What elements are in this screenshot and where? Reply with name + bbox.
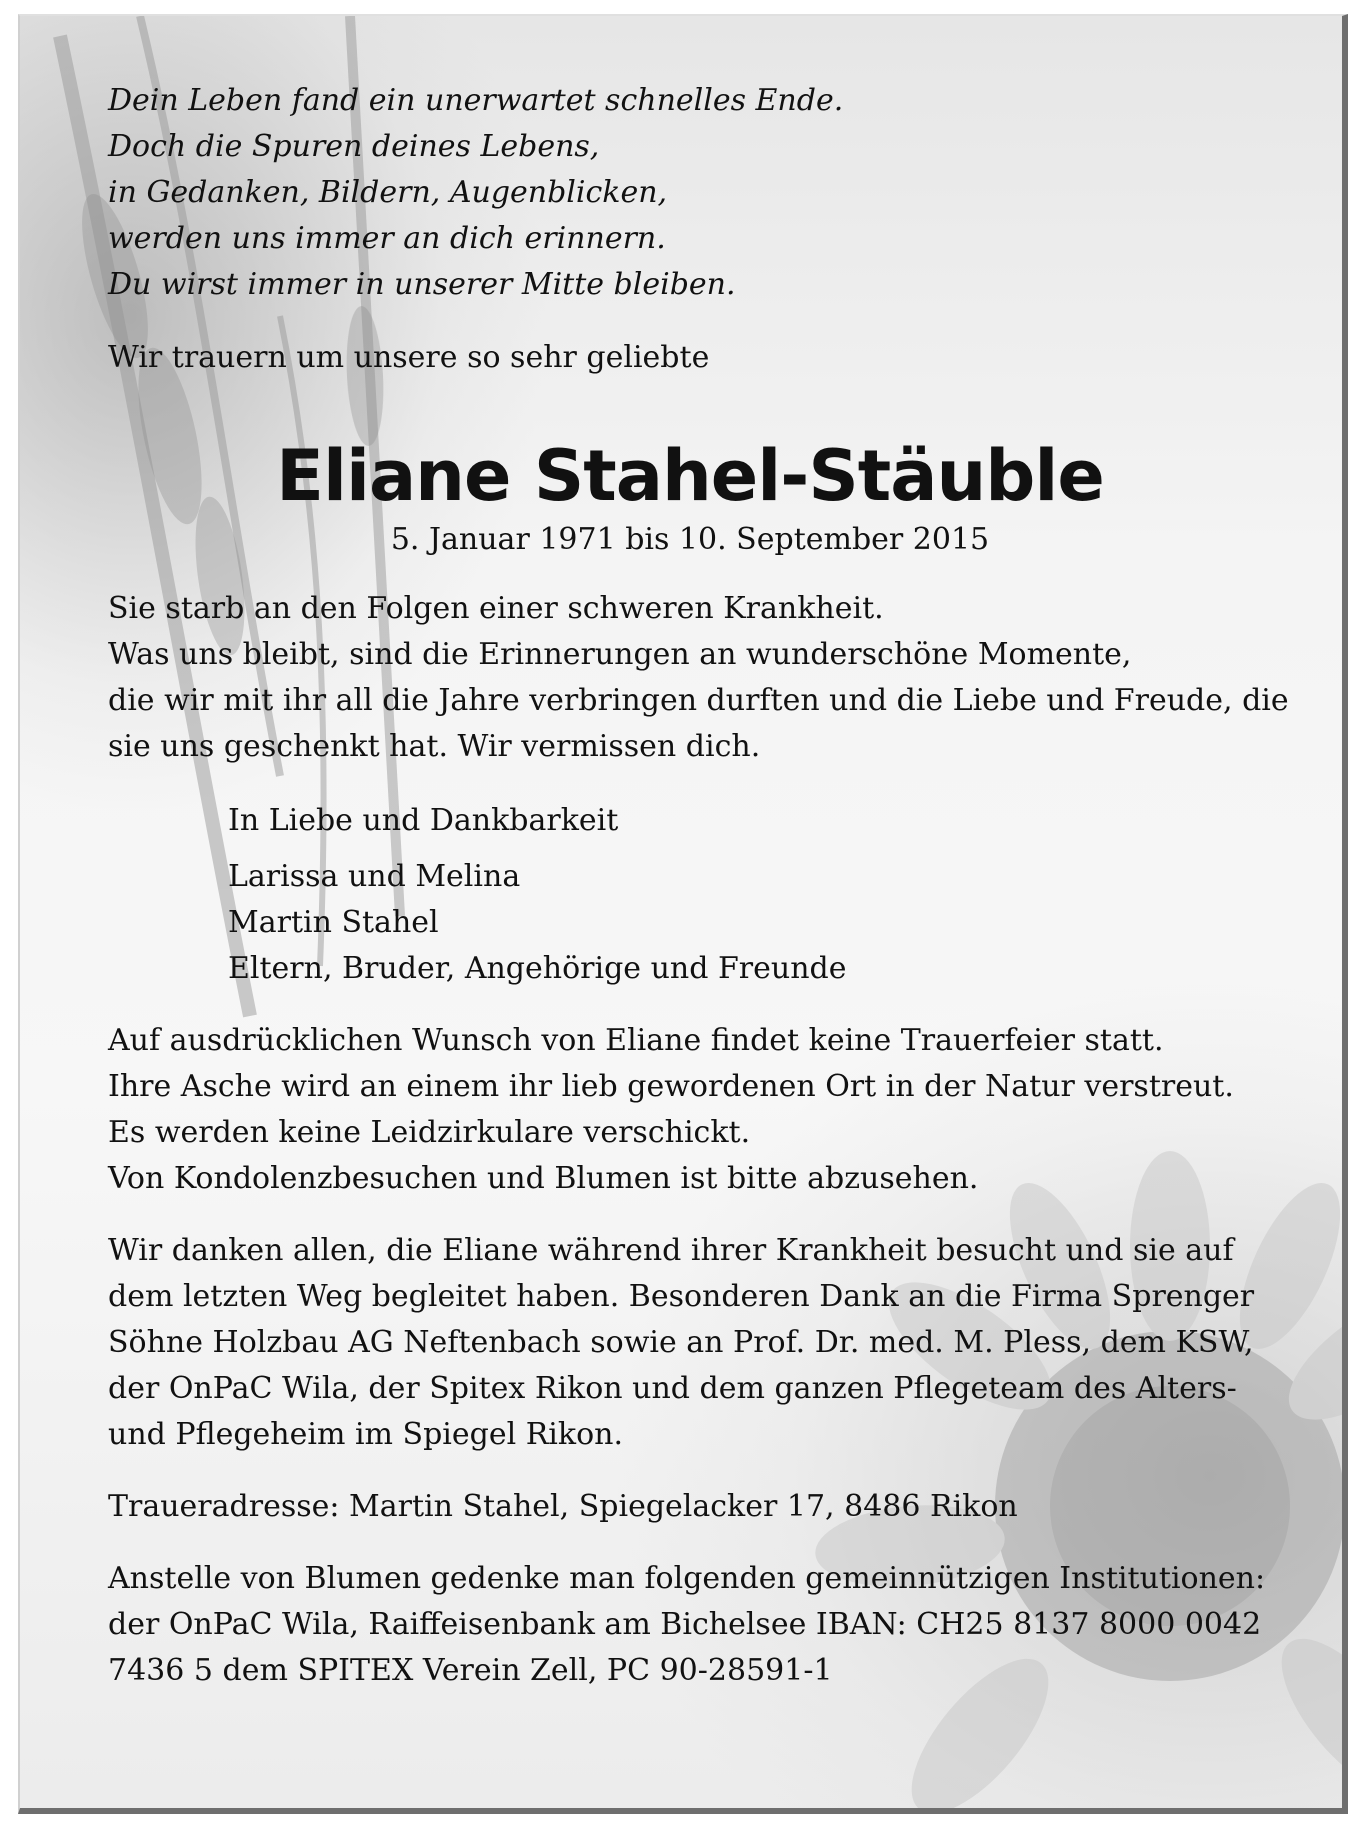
thanks-line: Wir danken allen, die Eliane während ihrer Krankheit besucht und sie auf — [108, 1233, 1234, 1268]
arrangements-line: Von Kondolenzbesuchen und Blumen ist bitte abzusehen. — [108, 1161, 979, 1196]
thanks-line: und Pflegeheim im Spiegel Rikon. — [108, 1417, 623, 1452]
signoff — [228, 798, 1288, 992]
thanks-line: Söhne Holzbau AG Neftenbach sowie an Prof. Dr. med. M. Pless, dem KSW, — [108, 1325, 1254, 1360]
arrangements-line: Auf ausdrücklichen Wunsch von Eliane findet keine Trauerfeier statt. — [108, 1023, 1164, 1058]
arrangements-line: Ihre Asche wird an einem ihr lieb gewordenen Ort in der Natur verstreut. — [108, 1069, 1234, 1104]
donations-line: Anstelle von Blumen gedenke man folgenden gemeinnützigen Institutionen: — [108, 1561, 1266, 1596]
donations-line: 7436 5 dem SPITEX Verein Zell, PC 90-28591-1 — [108, 1653, 833, 1688]
arrangements-line: Es werden keine Leidzirkulare verschickt. — [108, 1115, 751, 1150]
thanks-line: der OnPaC Wila, der Spitex Rikon und dem ganzen Pflegeteam des Alters- — [108, 1371, 1237, 1406]
memorial-poem — [108, 78, 1288, 308]
thanks-line: dem letzten Weg begleitet haben. Besonderen Dank an die Firma Sprenger — [108, 1279, 1255, 1314]
poem-line: Dein Leben fand ein unerwartet schnelles Ende. — [108, 83, 844, 118]
intro-line: Wir trauern um unsere so sehr geliebte — [108, 340, 710, 375]
poem-line: in Gedanken, Bildern, Augenblicken, — [108, 175, 668, 210]
obituary-text — [108, 78, 1288, 1694]
poem-line: Du wirst immer in unserer Mitte bleiben. — [108, 267, 736, 302]
mourning-address: Traueradresse: Martin Stahel, Spiegelacker 17, 8486 Rikon — [108, 1489, 1018, 1524]
donations-line: der OnPaC Wila, Raiffeisenbank am Bichelsee IBAN: CH25 8137 8000 0042 — [108, 1607, 1262, 1642]
donations-paragraph — [108, 1556, 1288, 1694]
message-line: Sie starb an den Folgen einer schweren Krankheit. — [108, 591, 884, 626]
closing-line: In Liebe und Dankbarkeit — [228, 803, 619, 838]
poem-line: werden uns immer an dich erinnern. — [108, 221, 666, 256]
poem-line: Doch die Spuren deines Lebens, — [108, 129, 600, 164]
mourner-line: Larissa und Melina — [228, 859, 521, 894]
thanks-paragraph — [108, 1228, 1288, 1458]
arrangements-paragraph — [108, 1018, 1288, 1202]
deceased-name: Eliane Stahel-Stäuble — [276, 435, 1104, 517]
message-paragraph — [108, 586, 1288, 770]
obituary-card — [18, 14, 1348, 1814]
message-line: die wir mit ihr all die Jahre verbringen durften und die Liebe und Freude, die — [108, 683, 1289, 718]
message-line: Was uns bleibt, sind die Erinnerungen an wunderschöne Momente, — [108, 637, 1132, 672]
mourner-line: Eltern, Bruder, Angehörige und Freunde — [228, 951, 847, 986]
mourner-line: Martin Stahel — [228, 905, 439, 940]
message-line: sie uns geschenkt hat. Wir vermissen dich. — [108, 729, 761, 764]
life-dates: 5. Januar 1971 bis 10. September 2015 — [390, 522, 990, 557]
